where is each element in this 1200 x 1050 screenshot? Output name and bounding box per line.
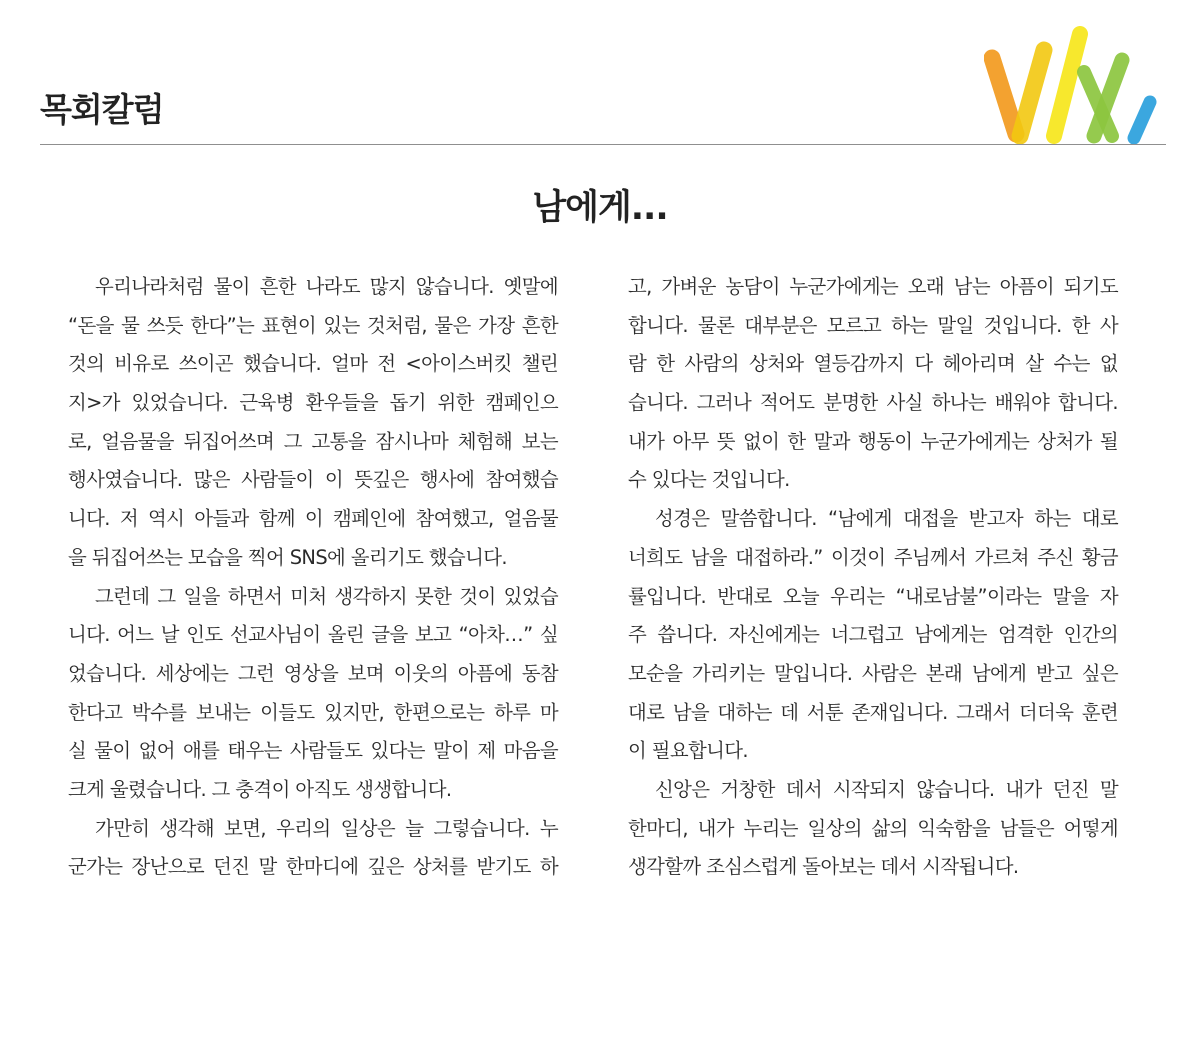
text-line: 모순을 가리키는 말입니다. 사람은 본래 남에게 받고 싶은 <box>628 661 1118 685</box>
text-line: 수 있다는 것입니다. <box>628 468 790 492</box>
section-title: 목회칼럼 <box>40 90 164 129</box>
text-line: 이 필요합니다. <box>628 739 748 763</box>
right-column <box>628 268 1118 887</box>
text-line: 군가는 장난으로 던진 말 한마디에 깊은 상처를 받기도 하 <box>68 855 558 879</box>
text-line: 그런데 그 일을 하면서 미처 생각하지 못한 것이 있었습 <box>95 584 558 608</box>
text-line: 람 한 사람의 상처와 열등감까지 다 헤아리며 살 수는 없 <box>628 352 1118 376</box>
text-line: 성경은 말씀합니다. “남에게 대접을 받고자 하는 대로 <box>655 507 1118 531</box>
text-line: 합니다. 물론 대부분은 모르고 하는 말일 것입니다. 한 사 <box>628 313 1118 337</box>
text-line: “돈을 물 쓰듯 한다”는 표현이 있는 것처럼, 물은 가장 흔한 <box>68 313 558 337</box>
text-line: 고, 가벼운 농담이 누군가에게는 오래 남는 아픔이 되기도 <box>628 275 1118 298</box>
brand-logo-icon <box>984 26 1174 144</box>
text-line: 습니다. 그러나 적어도 분명한 사실 하나는 배워야 합니다. <box>628 391 1118 415</box>
text-line: 한마디, 내가 누리는 일상의 삶의 익숙함을 남들은 어떻게 <box>628 816 1118 840</box>
text-line: 로, 얼음물을 뒤집어쓰며 그 고통을 잠시나마 체험해 보는 <box>68 429 558 453</box>
text-line: 니다. 저 역시 아들과 함께 이 캠페인에 참여했고, 얼음물 <box>68 507 558 531</box>
text-line: 우리나라처럼 물이 흔한 나라도 많지 않습니다. 옛말에 <box>95 275 558 298</box>
text-line: 을 뒤집어쓰는 모습을 찍어 SNS에 올리기도 했습니다. <box>68 545 507 569</box>
text-line: 한다고 박수를 보내는 이들도 있지만, 한편으로는 하루 마 <box>68 700 558 724</box>
text-line: 너희도 남을 대접하라.” 이것이 주님께서 가르쳐 주신 황금 <box>628 545 1118 569</box>
text-line: 지>가 있었습니다. 근육병 환우들을 돕기 위한 캠페인으 <box>68 391 558 415</box>
text-line: 크게 울렸습니다. 그 충격이 아직도 생생합니다. <box>68 777 452 801</box>
text-line: 대로 남을 대하는 데 서툰 존재입니다. 그래서 더더욱 훈련 <box>628 700 1118 724</box>
text-line: 실 물이 없어 애를 태우는 사람들도 있다는 말이 제 마음을 <box>68 739 558 763</box>
text-line: 내가 아무 뜻 없이 한 말과 행동이 누군가에게는 상처가 될 <box>628 429 1118 453</box>
text-line: 생각할까 조심스럽게 돌아보는 데서 시작됩니다. <box>628 855 1019 879</box>
text-line: 행사였습니다. 많은 사람들이 이 뜻깊은 행사에 참여했습 <box>68 468 558 492</box>
article-title: 남에게... <box>532 188 668 228</box>
text-line: 신앙은 거창한 데서 시작되지 않습니다. 내가 던진 말 <box>655 777 1118 801</box>
text-line: 니다. 어느 날 인도 선교사님이 올린 글을 보고 “아차…” 싶 <box>68 623 558 647</box>
left-column <box>68 268 558 887</box>
text-line: 었습니다. 세상에는 그런 영상을 보며 이웃의 아픔에 동참 <box>68 661 558 685</box>
text-line: 가만히 생각해 보면, 우리의 일상은 늘 그렇습니다. 누 <box>95 816 558 840</box>
text-line: 률입니다. 반대로 오늘 우리는 “내로남불”이라는 말을 자 <box>628 584 1118 608</box>
text-line: 것의 비유로 쓰이곤 했습니다. 얼마 전 <아이스버킷 챌린 <box>68 352 558 376</box>
text-line: 주 씁니다. 자신에게는 너그럽고 남에게는 엄격한 인간의 <box>628 623 1118 647</box>
